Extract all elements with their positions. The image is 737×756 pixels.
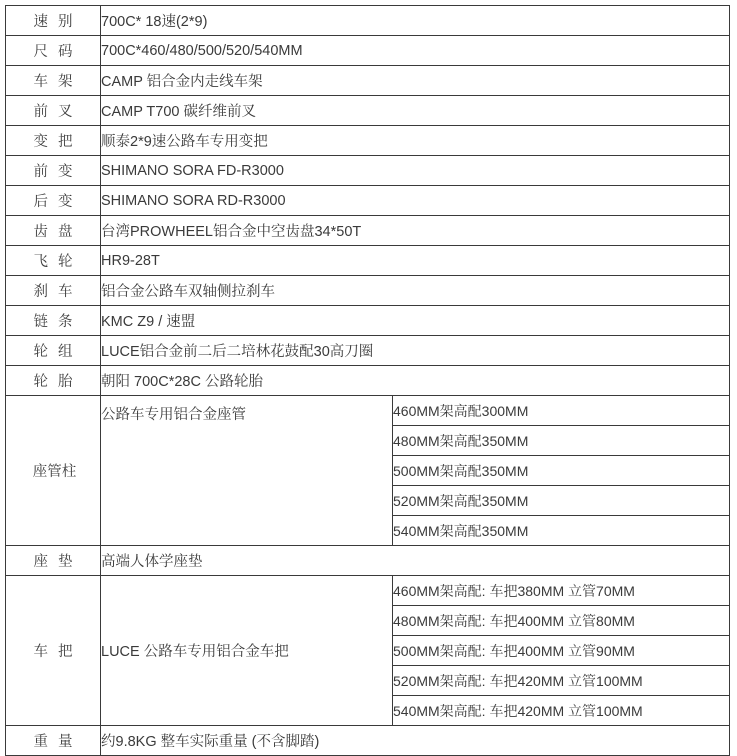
row-label-cell	[6, 66, 101, 96]
row-label-cell	[6, 336, 101, 366]
row-label: 轮 胎	[33, 374, 76, 390]
table-row	[6, 36, 730, 66]
table-row	[6, 246, 730, 276]
table-row	[6, 66, 730, 96]
handlebar-option: 520MM架高配: 车把420MM 立管100MM	[393, 666, 730, 696]
row-label: 座 垫	[33, 554, 76, 570]
row-value-cell: 铝合金公路车双轴侧拉刹车	[101, 276, 730, 306]
row-value-cell: SHIMANO SORA RD-R3000	[101, 186, 730, 216]
table-row-seatpost	[6, 396, 730, 426]
row-label-cell	[6, 216, 101, 246]
row-label: 速 别	[33, 14, 76, 30]
table-row	[6, 216, 730, 246]
row-label: 前 叉	[33, 104, 76, 120]
table-row	[6, 126, 730, 156]
row-label: 前 变	[33, 164, 76, 180]
table-row-handlebar	[6, 576, 730, 606]
table-row	[6, 186, 730, 216]
seatpost-option: 500MM架高配350MM	[393, 456, 730, 486]
seatpost-option: 540MM架高配350MM	[393, 516, 730, 546]
row-value-cell: CAMP T700 碳纤维前叉	[101, 96, 730, 126]
row-value-cell-handlebar: LUCE 公路车专用铝合金车把	[101, 576, 393, 726]
row-value-cell: 700C* 18速(2*9)	[101, 6, 730, 36]
row-label-cell	[6, 306, 101, 336]
row-label-cell	[6, 366, 101, 396]
row-label-cell	[6, 186, 101, 216]
row-value-cell-seatpost: 公路车专用铝合金座管	[101, 396, 393, 546]
row-value-cell: HR9-28T	[101, 246, 730, 276]
row-value-cell: 台湾PROWHEEL铝合金中空齿盘34*50T	[101, 216, 730, 246]
row-value-cell: KMC Z9 / 速盟	[101, 306, 730, 336]
table-row	[6, 366, 730, 396]
row-value-cell: 700C*460/480/500/520/540MM	[101, 36, 730, 66]
row-label-cell	[6, 126, 101, 156]
table-row-weight	[6, 726, 730, 756]
row-value-cell: 顺泰2*9速公路车专用变把	[101, 126, 730, 156]
row-value-cell: CAMP 铝合金内走线车架	[101, 66, 730, 96]
row-label-cell	[6, 6, 101, 36]
row-value-cell: SHIMANO SORA FD-R3000	[101, 156, 730, 186]
row-label: 重 量	[33, 734, 76, 750]
row-label: 车 把	[33, 644, 76, 660]
row-label: 刹 车	[33, 284, 76, 300]
row-label-cell	[6, 276, 101, 306]
row-label: 变 把	[33, 134, 76, 150]
row-label: 车 架	[33, 74, 76, 90]
handlebar-option: 500MM架高配: 车把400MM 立管90MM	[393, 636, 730, 666]
table-row	[6, 276, 730, 306]
row-label: 座管柱	[32, 464, 77, 480]
row-value-cell-weight: 约9.8KG 整车实际重量 (不含脚踏)	[101, 726, 730, 756]
seatpost-option: 460MM架高配300MM	[393, 396, 730, 426]
row-label: 尺 码	[33, 44, 76, 60]
row-label: 飞 轮	[33, 254, 76, 270]
row-label-cell	[6, 246, 101, 276]
spec-table-container	[5, 5, 729, 750]
row-value-cell: 朝阳 700C*28C 公路轮胎	[101, 366, 730, 396]
seatpost-option: 520MM架高配350MM	[393, 486, 730, 516]
row-label-cell	[6, 156, 101, 186]
table-row	[6, 336, 730, 366]
handlebar-option: 480MM架高配: 车把400MM 立管80MM	[393, 606, 730, 636]
row-label: 齿 盘	[33, 224, 76, 240]
row-label-cell	[6, 96, 101, 126]
seatpost-option: 480MM架高配350MM	[393, 426, 730, 456]
table-row	[6, 306, 730, 336]
handlebar-option: 460MM架高配: 车把380MM 立管70MM	[393, 576, 730, 606]
table-row	[6, 6, 730, 36]
row-label-cell-seatpost	[6, 396, 101, 546]
spec-table-body	[6, 6, 730, 756]
handlebar-option: 540MM架高配: 车把420MM 立管100MM	[393, 696, 730, 726]
row-value-cell-saddle: 高端人体学座垫	[101, 546, 730, 576]
bicycle-spec-table	[5, 5, 730, 756]
row-label-cell-weight	[6, 726, 101, 756]
table-row	[6, 96, 730, 126]
row-label-cell	[6, 36, 101, 66]
row-label-cell-saddle	[6, 546, 101, 576]
row-label: 链 条	[33, 314, 76, 330]
table-row	[6, 156, 730, 186]
row-label: 后 变	[33, 194, 76, 210]
row-value-cell: LUCE铝合金前二后二培林花鼓配30高刀圈	[101, 336, 730, 366]
table-row-saddle	[6, 546, 730, 576]
row-label-cell-handlebar	[6, 576, 101, 726]
row-label: 轮 组	[33, 344, 76, 360]
